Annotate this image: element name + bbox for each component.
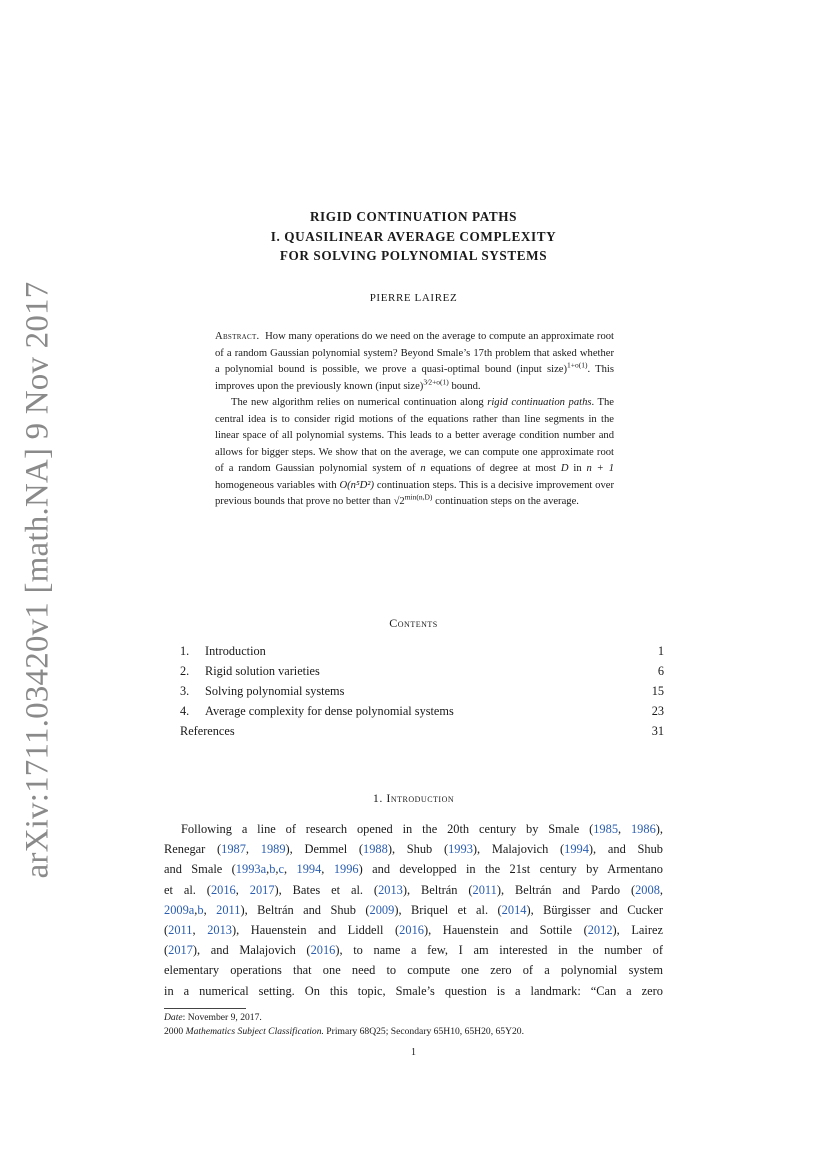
text-line xyxy=(164,819,663,839)
math-n: n xyxy=(420,463,426,474)
citation-link[interactable]: 2012 xyxy=(587,922,613,937)
citation-link[interactable]: 2016 xyxy=(210,882,236,897)
table-of-contents xyxy=(180,641,664,741)
msc-value: Primary 68Q25; Secondary 65H10, 65H20, 65Y20. xyxy=(323,1026,525,1037)
text-line xyxy=(164,920,663,940)
text-segment: ), Beltrán ( xyxy=(402,882,473,897)
text-segment: ) and developped in the 21st century by Armentano xyxy=(358,862,663,877)
abstract-text: equations of degree at most xyxy=(425,463,561,474)
text-segment: ), Briquel et al. ( xyxy=(394,902,502,917)
citation-link[interactable]: 2009a xyxy=(164,902,195,917)
toc-page: 31 xyxy=(651,723,664,738)
citation-link[interactable]: 1993a xyxy=(235,862,267,877)
text-segment: , xyxy=(203,902,217,917)
text-line xyxy=(164,839,663,859)
title-line-2: I. QUASILINEAR AVERAGE COMPLEXITY xyxy=(270,228,557,244)
citation-link[interactable]: 1994 xyxy=(296,862,322,877)
text-segment: , xyxy=(192,922,208,937)
toc-title: References xyxy=(180,723,235,738)
text-segment: ), Malajovich ( xyxy=(472,842,565,857)
citation-link[interactable]: 2016 xyxy=(399,922,424,937)
text-segment: et al. ( xyxy=(164,882,211,897)
citation-link[interactable]: 2011 xyxy=(216,902,241,917)
text-segment: , xyxy=(321,862,334,877)
toc-entry[interactable] xyxy=(180,701,664,721)
citation-link[interactable]: 1994 xyxy=(564,842,589,857)
msc-label: Mathematics Subject Classification. xyxy=(185,1026,324,1037)
text-segment: and Smale ( xyxy=(164,862,236,877)
title-line-3: FOR SOLVING POLYNOMIAL SYSTEMS xyxy=(279,248,548,263)
citation-link[interactable]: b xyxy=(269,862,276,877)
abstract xyxy=(215,329,614,511)
footnote-divider xyxy=(164,1008,246,1009)
abstract-text: continuation steps. This is a decisive improvement over previous bounds that prove no better than xyxy=(215,479,614,507)
text-line xyxy=(164,940,663,960)
toc-entry[interactable] xyxy=(180,641,664,661)
citation-link[interactable]: 1988 xyxy=(363,842,388,857)
text-line xyxy=(164,880,663,900)
abstract-paragraph-2 xyxy=(215,395,614,511)
citation-link[interactable]: 2008 xyxy=(635,882,660,897)
citation-link[interactable]: 1987 xyxy=(221,842,246,857)
citation-link[interactable]: 1996 xyxy=(333,862,359,877)
text-segment: , xyxy=(235,882,250,897)
citation-link[interactable]: 2009 xyxy=(369,902,395,917)
math-n-plus-1: n + 1 xyxy=(586,463,614,474)
citation-link[interactable]: 2016 xyxy=(310,943,336,958)
text-segment: ), Bates et al. ( xyxy=(274,882,379,897)
toc-page: 6 xyxy=(657,663,664,678)
math-D: D xyxy=(560,463,569,474)
toc-title: Solving polynomial systems xyxy=(205,683,345,698)
date-footnote xyxy=(164,1011,684,1025)
text-line xyxy=(164,859,663,879)
toc-title: Introduction xyxy=(205,643,266,658)
abstract-text: in xyxy=(568,463,587,474)
text-segment: Renegar ( xyxy=(164,842,222,857)
text-segment: ( xyxy=(164,943,169,958)
text-segment: ), Beltrán and Shub ( xyxy=(240,902,370,917)
emphasis: rigid continuation paths xyxy=(487,397,592,408)
citation-link[interactable]: 1985 xyxy=(593,822,619,836)
text-segment: ), Lairez xyxy=(612,922,663,937)
toc-number: 3. xyxy=(180,683,190,698)
math-big-o: O(n⁵D²) xyxy=(339,479,374,491)
abstract-text: . The central idea is to consider rigid motions of the equations rather than line segments in the linear space of all polynomial systems. This leads to a better average condition number and allows for bigger steps. We show that on the average, we can compute one approximate root of a random Gaussian polynomial system of xyxy=(215,397,614,474)
text-segment: ), Shub ( xyxy=(387,842,449,857)
abstract-text: How many operations do we need on the average to compute an approximate root of a random Gaussian polynomial system? Beyond Smale’s 17th problem that asked whether a polynomial bound is possible, we prove a quasi-optimal bound (input size) xyxy=(215,331,614,375)
abstract-text: homogeneous variables with xyxy=(215,479,340,491)
toc-number: 4. xyxy=(180,703,190,718)
citation-link[interactable]: c xyxy=(278,862,284,877)
paper-title xyxy=(160,207,667,266)
math-sqrt: √2 xyxy=(393,496,405,507)
citation-link[interactable]: 2013 xyxy=(378,882,403,897)
toc-title: Average complexity for dense polynomial systems xyxy=(205,703,454,718)
text-segment: , xyxy=(266,862,270,877)
text-segment: ), Bürgisser and Cucker xyxy=(526,902,664,917)
text-segment: ), Demmel ( xyxy=(285,842,364,857)
section-heading: 1. Introduction xyxy=(372,791,455,805)
toc-page: 15 xyxy=(651,683,664,698)
abstract-text: The new algorithm relies on numerical continuation along xyxy=(231,397,488,408)
title-line-1: RIGID CONTINUATION PATHS xyxy=(309,209,518,224)
abstract-paragraph-1 xyxy=(215,329,614,395)
citation-link[interactable]: 2017 xyxy=(249,882,275,897)
toc-number: 1. xyxy=(180,643,190,658)
footnotes xyxy=(164,1011,684,1039)
abstract-text: . This improves upon the previously known (input size) xyxy=(215,364,614,392)
text-segment: , xyxy=(275,862,279,877)
abstract-text: continuation steps on the average. xyxy=(432,496,579,507)
text-segment: ), and Shub xyxy=(588,842,663,857)
text-segment: , xyxy=(659,882,663,897)
text-line xyxy=(164,960,663,980)
toc-entry-references[interactable] xyxy=(180,721,664,741)
contents-heading: Contents xyxy=(389,616,438,630)
citation-link[interactable]: 1986 xyxy=(630,822,656,836)
toc-page: 1 xyxy=(657,643,664,658)
toc-page: 23 xyxy=(651,703,664,718)
toc-entry[interactable] xyxy=(180,661,664,681)
citation-link[interactable]: 2013 xyxy=(207,922,232,937)
exponent: 3⁄2+o(1) xyxy=(423,376,449,386)
text-segment: ), and Malajovich ( xyxy=(192,943,311,958)
text-segment: Following a line of research opened in the 20th century by Smale ( xyxy=(181,822,594,836)
exponent: 1+o(1) xyxy=(567,360,588,370)
text-segment: ( xyxy=(164,922,169,937)
toc-title: Rigid solution varieties xyxy=(205,663,320,678)
introduction-body xyxy=(164,819,663,1001)
text-segment: , xyxy=(284,862,297,877)
citation-link[interactable]: 1989 xyxy=(260,842,286,857)
citation-link[interactable]: b xyxy=(197,902,204,917)
text-segment: , xyxy=(245,842,261,857)
citation-link[interactable]: 2014 xyxy=(501,902,527,917)
arxiv-stamp: arXiv:1711.03420v1 [math.NA] 9 Nov 2017 xyxy=(19,281,56,879)
text-segment: ), Beltrán and Pardo ( xyxy=(496,882,636,897)
toc-entry[interactable] xyxy=(180,681,664,701)
exponent: min(n,D) xyxy=(404,492,433,502)
text-segment: ), Hauenstein and Sottile ( xyxy=(423,922,588,937)
text-segment: in a numerical setting. On this topic, Smale’s question is a landmark: “Can a zero xyxy=(164,983,663,998)
text-line xyxy=(164,900,663,920)
abstract-label: Abstract. xyxy=(215,331,260,342)
date-label: Date xyxy=(164,1012,183,1023)
citation-link[interactable]: 2011 xyxy=(168,922,193,937)
text-segment: , xyxy=(618,822,631,836)
citation-link[interactable]: 1993 xyxy=(448,842,473,857)
toc-number: 2. xyxy=(180,663,190,678)
text-segment: ), to name a few, I am interested in the number of xyxy=(335,943,663,958)
text-segment: ), Hauenstein and Liddell ( xyxy=(231,922,400,937)
text-segment: elementary operations that one need to compute one zero of a polynomial system xyxy=(164,963,663,978)
citation-link[interactable]: 2011 xyxy=(472,882,497,897)
date-value: : November 9, 2017. xyxy=(182,1012,262,1023)
page-number: 1 xyxy=(411,1047,416,1058)
citation-link[interactable]: 2017 xyxy=(168,943,193,958)
msc-year: 2000 xyxy=(164,1026,186,1037)
abstract-text: bound. xyxy=(448,380,481,392)
text-line xyxy=(164,981,663,1001)
text-segment: , xyxy=(194,902,198,917)
author: PIERRE LAIREZ xyxy=(369,292,458,304)
text-segment: ), xyxy=(655,822,663,836)
msc-footnote xyxy=(164,1025,684,1039)
